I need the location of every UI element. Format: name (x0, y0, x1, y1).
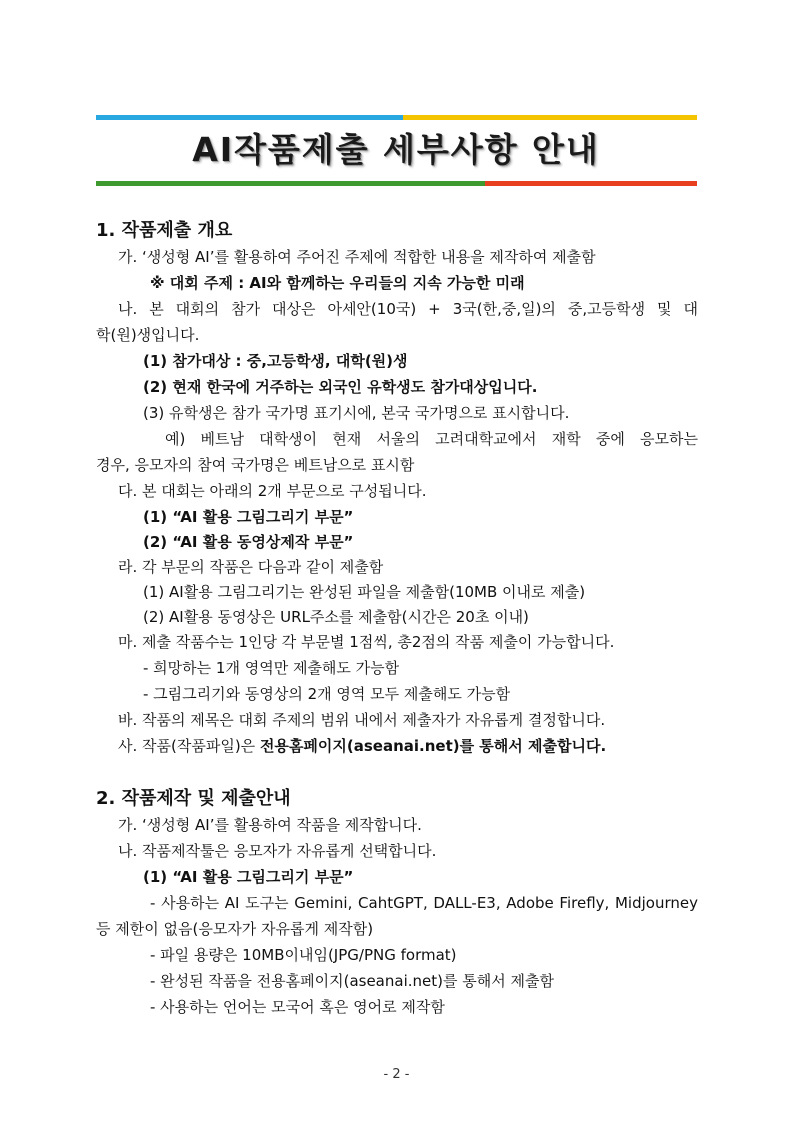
s1-na-item1: (1) 참가대상 : 중,고등학생, 대학(원)생 (143, 352, 408, 370)
s1-sa (118, 737, 606, 756)
s1-da: 다. 본 대회는 아래의 2개 부문으로 구성됩니다. (118, 482, 427, 500)
s1-theme: ※ 대회 주제 : AI와 함께하는 우리들의 지속 가능한 미래 (150, 274, 525, 292)
s1-na-item2: (2) 현재 한국에 거주하는 외국인 유학생도 참가대상입니다. (143, 378, 538, 396)
s1-example-line2: 경우, 응모자의 참여 국가명은 베트남으로 표시함 (96, 456, 415, 474)
s1-ba: 바. 작품의 제목은 대회 주제의 범위 내에서 제출자가 자유롭게 결정합니다. (118, 711, 606, 729)
s2-tools-line1: - 사용하는 AI 도구는 Gemini, CahtGPT, DALL-E3, Adobe Firefly, Midjourney (150, 894, 698, 912)
bottom-bar-green (96, 181, 485, 186)
top-bar-blue (96, 115, 403, 120)
s2-ga: 가. ‘생성형 AI’를 활용하여 작품을 제작합니다. (118, 816, 422, 834)
top-bar-yellow (403, 115, 697, 120)
section2-heading: 2. 작품제작 및 제출안내 (96, 788, 291, 809)
s2-size: - 파일 용량은 10MB이내임(JPG/PNG format) (150, 946, 457, 964)
page-number: - 2 - (383, 1067, 410, 1082)
s2-item1: (1) “AI 활용 그림그리기 부문” (143, 868, 354, 886)
s2-tools-line2: 등 제한이 없음(응모자가 자유롭게 제작함) (96, 920, 374, 938)
s1-da-item2: (2) “AI 활용 동영상제작 부문” (143, 533, 354, 551)
s1-da-item1: (1) “AI 활용 그림그리기 부문” (143, 508, 354, 526)
s1-sa-prefix: 사. 작품(작품파일)은 (118, 737, 260, 755)
s1-ma-item1: - 희망하는 1개 영역만 제출해도 가능함 (143, 659, 400, 677)
s1-ga: 가. ‘생성형 AI’를 활용하여 주어진 주제에 적합한 내용을 제작하여 제출함 (118, 248, 596, 266)
s1-na-item3: (3) 유학생은 참가 국가명 표기시에, 본국 국가명으로 표시합니다. (143, 404, 570, 422)
s1-ra-item1: (1) AI활용 그림그리기는 완성된 파일을 제출함(10MB 이내로 제출) (143, 583, 586, 601)
page-title: AI작품제출 세부사항 안내 (192, 130, 600, 169)
s1-ma-item2: - 그림그리기와 동영상의 2개 영역 모두 제출해도 가능함 (143, 685, 511, 703)
s1-sa-bold: 전용홈페이지(aseanai.net)를 통해서 제출합니다. (259, 737, 607, 755)
s2-language: - 사용하는 언어는 모국어 혹은 영어로 제작함 (150, 998, 445, 1016)
s1-ma: 마. 제출 작품수는 1인당 각 부문별 1점씩, 총2점의 작품 제출이 가능합니다. (118, 633, 615, 651)
bottom-bar-red (485, 181, 697, 186)
s1-example-line1: 예) 베트남 대학생이 현재 서울의 고려대학교에서 재학 중에 응모하는 (165, 430, 698, 448)
s1-na-line1: 나. 본 대회의 참가 대상은 아세안(10국) + 3국(한,중,일)의 중,고등학생 및 대 (118, 300, 698, 318)
s2-submit: - 완성된 작품을 전용홈페이지(aseanai.net)를 통해서 제출함 (150, 972, 554, 990)
s1-ra-item2: (2) AI활용 동영상은 URL주소를 제출함(시간은 20초 이내) (143, 608, 529, 626)
s1-na-line2: 학(원)생입니다. (96, 326, 200, 344)
s2-na: 나. 작품제작툴은 응모자가 자유롭게 선택합니다. (118, 842, 437, 860)
s1-ra: 라. 각 부문의 작품은 다음과 같이 제출함 (118, 558, 384, 576)
section1-heading: 1. 작품제출 개요 (96, 220, 233, 241)
